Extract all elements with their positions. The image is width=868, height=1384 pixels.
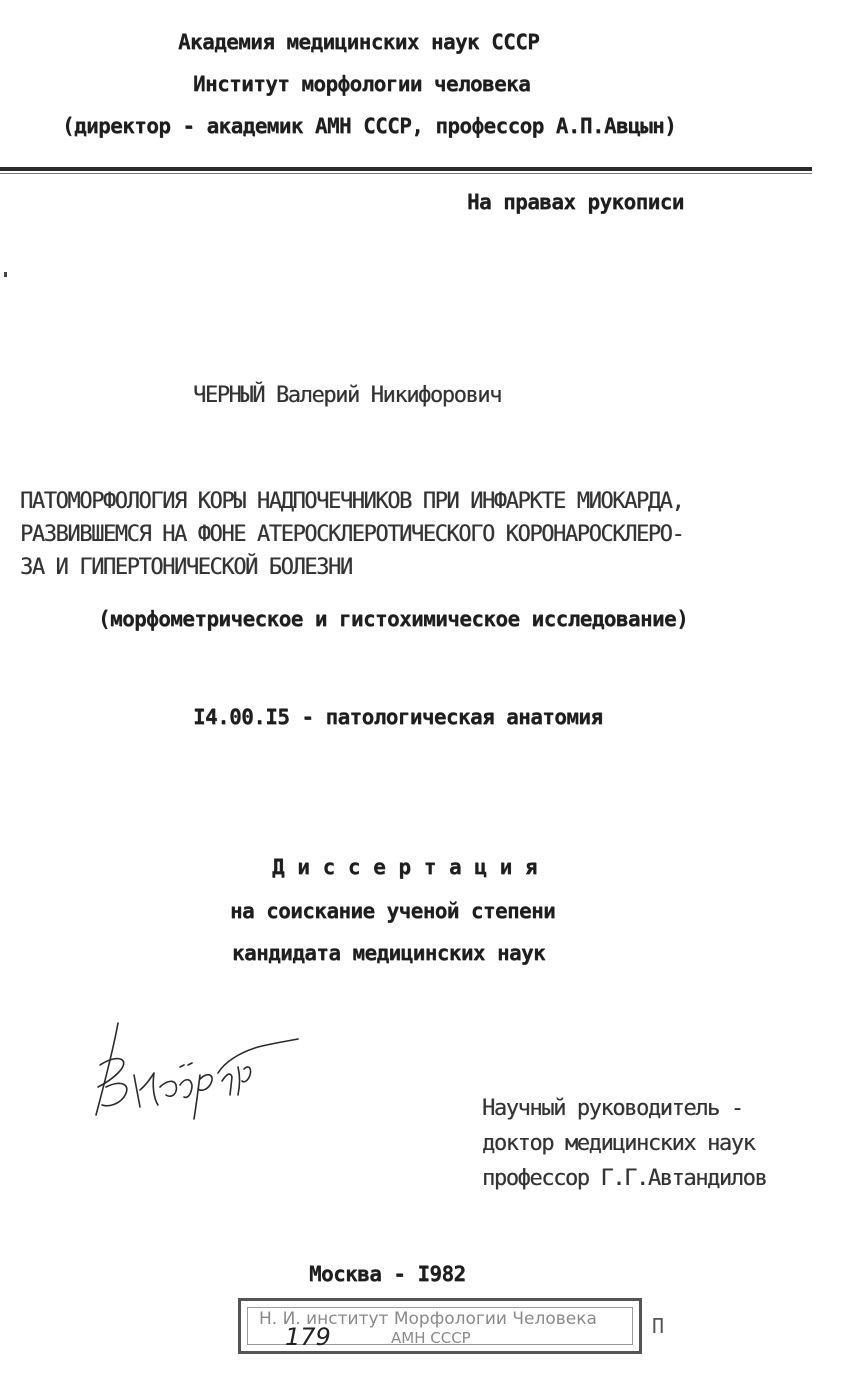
stamp-side-mark: П xyxy=(652,1314,664,1338)
degree-line-2: на соискание ученой степени xyxy=(230,899,556,923)
supervisor-name: профессор Г.Г.Автандилов xyxy=(482,1166,767,1191)
supervisor-role: Научный руководитель - xyxy=(482,1096,743,1121)
study-subtitle: (морфометрическое и гистохимическое исследование) xyxy=(98,607,689,631)
scan-speck xyxy=(4,272,7,277)
title-line-3: ЗА И ГИПЕРТОНИЧЕСКОЙ БОЛЕЗНИ xyxy=(20,555,352,580)
place-and-year: Москва - I982 xyxy=(309,1262,466,1286)
stamp-academy-text: АМН СССР xyxy=(391,1329,471,1347)
library-stamp xyxy=(238,1298,642,1354)
supervisor-degree: доктор медицинских наук xyxy=(482,1131,755,1156)
author-name: ЧЕРНЫЙ Валерий Никифорович xyxy=(193,383,501,408)
institute-name: Институт морфологии человека xyxy=(193,72,531,96)
stamp-handwritten-number: 179 xyxy=(285,1323,331,1351)
header-divider xyxy=(0,167,812,171)
degree-heading: Д и с с е р т а ц и я xyxy=(272,855,538,879)
stamp-institute-text: Н. И. институт Морфологии Человека xyxy=(259,1309,597,1329)
academy-name: Академия медицинских наук СССР xyxy=(178,30,540,54)
manuscript-note: На правах рукописи xyxy=(467,190,684,214)
header-divider-shadow xyxy=(0,173,812,174)
title-line-2: РАЗВИВШЕМСЯ НА ФОНЕ АТЕРОСКЛЕРОТИЧЕСКОГО КОРОНАРОСКЛЕРО- xyxy=(20,522,684,547)
director-line: (директор - академик АМН СССР, профессор А.П.Авцын) xyxy=(62,114,677,138)
title-line-1: ПАТОМОРФОЛОГИЯ КОРЫ НАДПОЧЕЧНИКОВ ПРИ ИНФАРКТЕ МИОКАРДА, xyxy=(20,489,684,514)
specialty-code: I4.00.I5 - патологическая анатомия xyxy=(193,705,603,729)
handwritten-signature xyxy=(88,1015,303,1125)
degree-line-3: кандидата медицинских наук xyxy=(232,941,546,965)
